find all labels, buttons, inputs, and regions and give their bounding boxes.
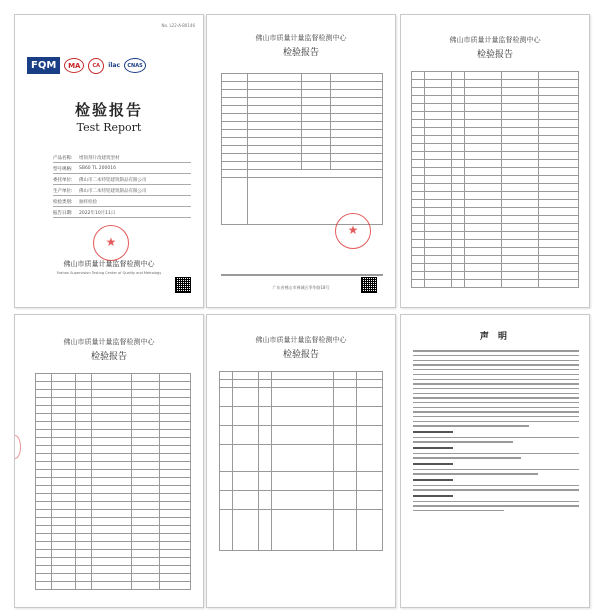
ca-logo: CA [88, 58, 104, 74]
official-seal-icon [335, 213, 371, 249]
results-table [35, 373, 191, 590]
ilac-logo: ilac [108, 62, 121, 69]
institute-name-english: Foshan Supervision Testing Center of Quality and Metrology [56, 271, 162, 275]
center-name: 佛山市质量计量监督检测中心 [449, 36, 541, 44]
field-row: 报告日期: 2022年10月11日 [53, 208, 191, 218]
qr-code-icon [175, 277, 191, 293]
report-heading: 检验报告 [90, 352, 127, 362]
report-title: 检验报告 [74, 101, 143, 119]
summary-table [221, 73, 383, 225]
center-name: 佛山市质量计量监督检测中心 [63, 338, 155, 346]
field-row: 产品名称: 增韧剂片改建筑型材 [53, 153, 191, 163]
official-seal-icon [93, 225, 129, 261]
institute-name: 佛山市质量计量监督检测中心 [63, 260, 155, 268]
report-page-summary [206, 14, 396, 308]
page-footer: 广东省佛山市禅城区季华路18号 [272, 285, 330, 290]
edge-seal-icon [14, 435, 21, 459]
report-page-cover [14, 14, 204, 308]
qr-code-icon [361, 277, 377, 293]
report-heading: 检验报告 [282, 48, 319, 58]
cover-field-list [53, 153, 191, 219]
ma-logo: MA [64, 58, 84, 73]
fqm-logo: FQM [27, 57, 60, 74]
declaration-text [413, 347, 579, 515]
cnas-logo: CNAS [124, 58, 146, 73]
field-row: 委托单位: 佛山市二本特铝建筑制品有限公司 [53, 175, 191, 185]
field-row: 检验类别: 抽样检验 [53, 197, 191, 207]
report-page-declaration [400, 314, 590, 608]
report-page-results-3 [206, 314, 396, 608]
report-page-results-1 [400, 14, 590, 308]
report-page-results-2 [14, 314, 204, 608]
certification-logos [27, 57, 146, 74]
report-heading: 检验报告 [476, 50, 513, 60]
report-heading: 检验报告 [282, 350, 319, 360]
report-title-english: Test Report [76, 121, 142, 134]
center-name: 佛山市质量计量监督检测中心 [255, 336, 347, 344]
declaration-title: 声 明 [479, 332, 511, 342]
field-row: 型号规格: SB60 TL 200016 [53, 164, 191, 174]
center-name: 佛山市质量计量监督检测中心 [255, 34, 347, 42]
field-row: 生产单位: 佛山市二本特铝建筑制品有限公司 [53, 186, 191, 196]
signature-line [221, 271, 383, 279]
results-table [411, 71, 579, 288]
report-number: No. L22-A-B0146 [161, 23, 195, 28]
results-table [219, 371, 383, 551]
